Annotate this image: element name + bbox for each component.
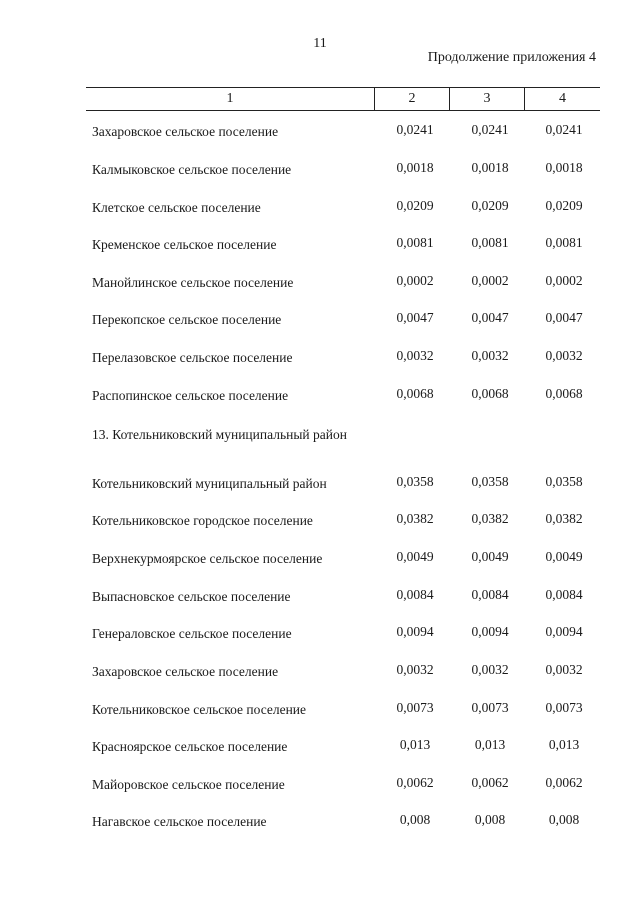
row-value-col-3: 0,0094 <box>471 624 509 639</box>
row-value-col-2: 0,0084 <box>396 587 434 602</box>
row-name: Кременское сельское поселение <box>92 237 277 252</box>
row-name: Захаровское сельское поселение <box>92 124 279 139</box>
row-value-col-2: 0,0382 <box>396 511 434 526</box>
table-row <box>0 382 640 412</box>
row-value-col-2: 0,0358 <box>396 474 434 489</box>
row-value-col-2: 0,0062 <box>396 775 434 790</box>
row-value-col-4: 0,0068 <box>545 386 583 401</box>
table-row <box>0 808 640 838</box>
row-value-col-4: 0,0032 <box>545 662 583 677</box>
row-value-col-3: 0,0241 <box>471 122 509 137</box>
section-heading-row <box>0 419 640 449</box>
page-number: 11 <box>313 36 327 51</box>
row-name: Захаровское сельское поселение <box>92 664 279 679</box>
row-value-col-2: 0,0241 <box>396 122 434 137</box>
row-value-col-2: 0,0018 <box>396 160 434 175</box>
row-name: Верхнекурмоярское сельское поселение <box>92 551 323 566</box>
row-value-col-2: 0,0209 <box>396 198 434 213</box>
row-value-col-4: 0,0241 <box>545 122 583 137</box>
row-value-col-4: 0,0382 <box>545 511 583 526</box>
row-value-col-2: 0,008 <box>399 812 431 827</box>
row-value-col-3: 0,0084 <box>471 587 509 602</box>
table-row <box>0 507 640 537</box>
row-name: Красноярское сельское поселение <box>92 739 288 754</box>
table-row <box>0 231 640 261</box>
table-row <box>0 470 640 500</box>
row-value-col-2: 0,0047 <box>396 310 434 325</box>
row-value-col-3: 0,0018 <box>471 160 509 175</box>
row-name: Клетское сельское поселение <box>92 200 261 215</box>
row-value-col-2: 0,0094 <box>396 624 434 639</box>
table-row <box>0 733 640 763</box>
row-name: Выпасновское сельское поселение <box>92 589 291 604</box>
table-header <box>86 87 600 111</box>
row-value-col-2: 0,0032 <box>396 662 434 677</box>
header-col-4: 4 <box>559 91 566 106</box>
row-value-col-3: 0,0062 <box>471 775 509 790</box>
row-value-col-4: 0,0358 <box>545 474 583 489</box>
row-name: Котельниковский муниципальный район <box>92 476 327 491</box>
row-value-col-4: 0,0032 <box>545 348 583 363</box>
table-row <box>0 545 640 575</box>
row-name: Майоровское сельское поселение <box>92 777 285 792</box>
table-row <box>0 194 640 224</box>
table-row <box>0 620 640 650</box>
row-value-col-4: 0,0081 <box>545 235 583 250</box>
table-row <box>0 118 640 148</box>
row-value-col-4: 0,0209 <box>545 198 583 213</box>
row-value-col-2: 0,0002 <box>396 273 434 288</box>
row-name: Перелазовское сельское поселение <box>92 350 293 365</box>
row-value-col-4: 0,0018 <box>545 160 583 175</box>
row-value-col-4: 0,0049 <box>545 549 583 564</box>
table-row <box>0 771 640 801</box>
row-value-col-4: 0,0062 <box>545 775 583 790</box>
table-row <box>0 344 640 374</box>
row-value-col-4: 0,0047 <box>545 310 583 325</box>
row-value-col-3: 0,013 <box>474 737 506 752</box>
table-row <box>0 156 640 186</box>
row-value-col-4: 0,0084 <box>545 587 583 602</box>
row-name: Распопинское сельское поселение <box>92 388 289 403</box>
row-name: Генераловское сельское поселение <box>92 626 292 641</box>
row-value-col-3: 0,0049 <box>471 549 509 564</box>
header-col-3: 3 <box>450 88 525 110</box>
row-value-col-4: 0,0073 <box>545 700 583 715</box>
row-name: Манойлинское сельское поселение <box>92 275 294 290</box>
row-value-col-4: 0,013 <box>548 737 580 752</box>
header-col-2: 2 <box>375 88 450 110</box>
table-row <box>0 658 640 688</box>
row-value-col-3: 0,0068 <box>471 386 509 401</box>
row-value-col-3: 0,0358 <box>471 474 509 489</box>
row-value-col-2: 0,0081 <box>396 235 434 250</box>
continuation-label: Продолжение приложения 4 <box>427 50 596 65</box>
table-row <box>0 269 640 299</box>
row-value-col-4: 0,008 <box>548 812 580 827</box>
table-row <box>0 696 640 726</box>
row-value-col-3: 0,0032 <box>471 662 509 677</box>
row-name: Котельниковское городское поселение <box>92 513 313 528</box>
table-row <box>0 306 640 336</box>
row-value-col-3: 0,0032 <box>471 348 509 363</box>
row-value-col-3: 0,0382 <box>471 511 509 526</box>
row-value-col-3: 0,0081 <box>471 235 509 250</box>
table-row <box>0 583 640 613</box>
row-value-col-3: 0,0209 <box>471 198 509 213</box>
row-value-col-2: 0,0032 <box>396 348 434 363</box>
row-name: Котельниковское сельское поселение <box>92 702 307 717</box>
row-value-col-2: 0,0068 <box>396 386 434 401</box>
row-name: Перекопское сельское поселение <box>92 312 282 327</box>
header-col-1: 1 <box>86 88 375 110</box>
row-value-col-3: 0,0073 <box>471 700 509 715</box>
row-value-col-3: 0,008 <box>474 812 506 827</box>
row-value-col-3: 0,0002 <box>471 273 509 288</box>
row-name: Нагавское сельское поселение <box>92 814 267 829</box>
row-value-col-2: 0,0049 <box>396 549 434 564</box>
row-value-col-4: 0,0094 <box>545 624 583 639</box>
row-value-col-3: 0,0047 <box>471 310 509 325</box>
row-value-col-2: 0,013 <box>399 737 431 752</box>
row-value-col-2: 0,0073 <box>396 700 434 715</box>
row-name: Калмыковское сельское поселение <box>92 162 292 177</box>
row-name: 13. Котельниковский муниципальный район <box>92 427 347 442</box>
row-value-col-4: 0,0002 <box>545 273 583 288</box>
